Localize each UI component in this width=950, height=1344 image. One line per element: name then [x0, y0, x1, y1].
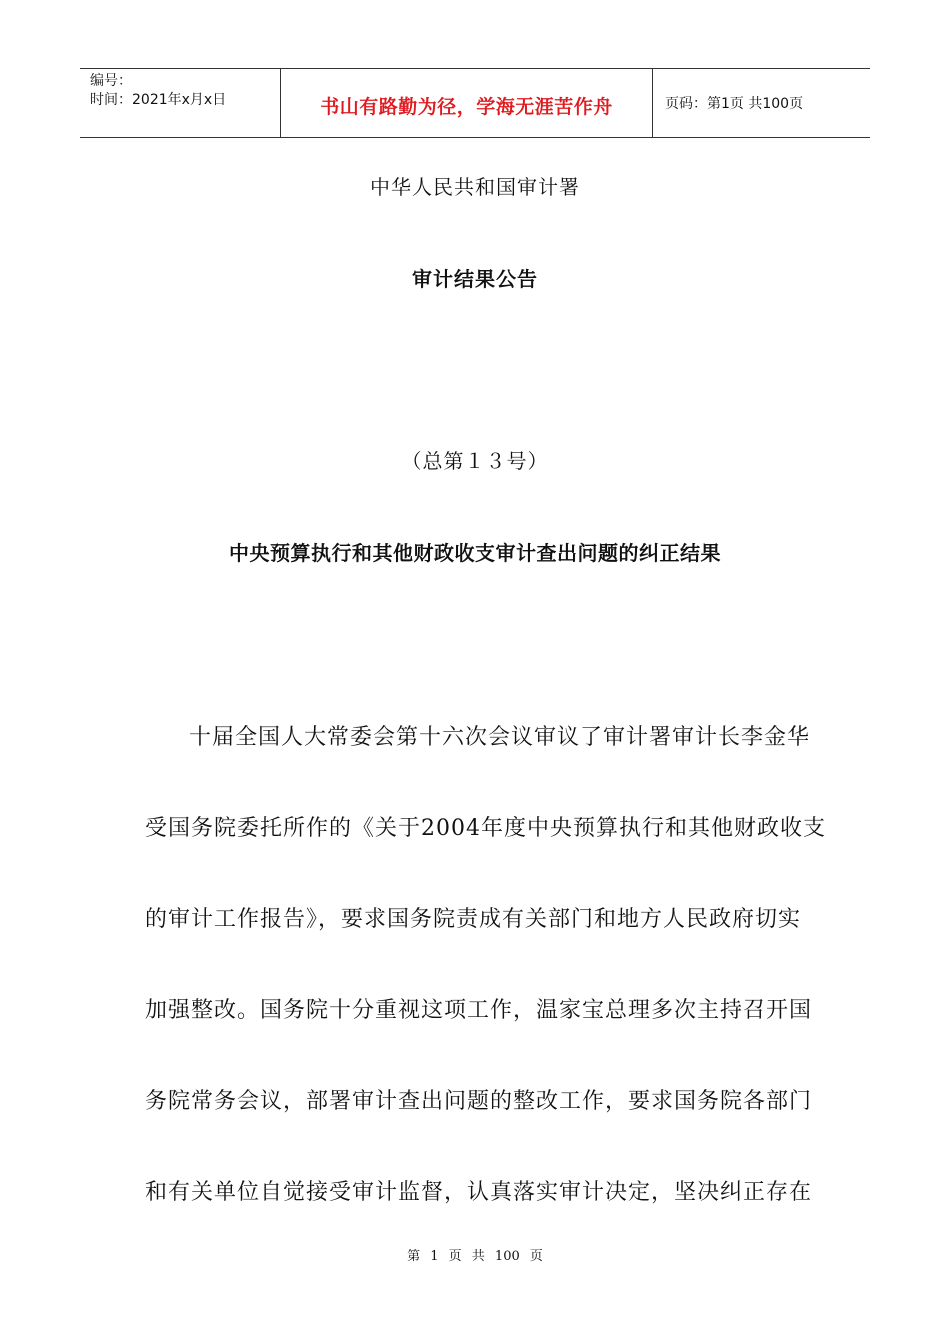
header-meta-cell: [80, 69, 281, 137]
document-subtitle: 中央预算执行和其他财政收支审计查出问题的纠正结果: [229, 541, 721, 565]
page-footer: 第 1 页 共 100 页: [407, 1249, 543, 1264]
body-line: 和有关单位自觉接受审计监督，认真落实审计决定，坚决纠正存在: [145, 1180, 813, 1205]
body-line: 的审计工作报告》，要求国务院责成有关部门和地方人民政府切实: [145, 907, 802, 932]
header-page-info: 页码：第1页 共100页: [665, 96, 804, 112]
header-table: [80, 68, 870, 138]
motto: 书山有路勤为径，学海无涯苦作舟: [281, 69, 653, 137]
date-label: 时间：2021年x月x日: [90, 92, 227, 108]
body-line: 务院常务会议，部署审计查出问题的整改工作，要求国务院各部门: [145, 1089, 813, 1114]
document-number: （总第１３号）: [401, 449, 549, 473]
body-line: 受国务院委托所作的《关于2004年度中央预算执行和其他财政收支: [145, 816, 826, 841]
code-label: 编号：: [90, 73, 132, 89]
document-title: 审计结果公告: [412, 267, 538, 291]
body-text: [145, 718, 826, 1264]
body-line: 加强整改。国务院十分重视这项工作，温家宝总理多次主持召开国: [145, 998, 813, 1023]
body-line: 十届全国人大常委会第十六次会议审议了审计署审计长李金华: [189, 725, 811, 750]
organization-name: 中华人民共和国审计署: [370, 175, 580, 199]
